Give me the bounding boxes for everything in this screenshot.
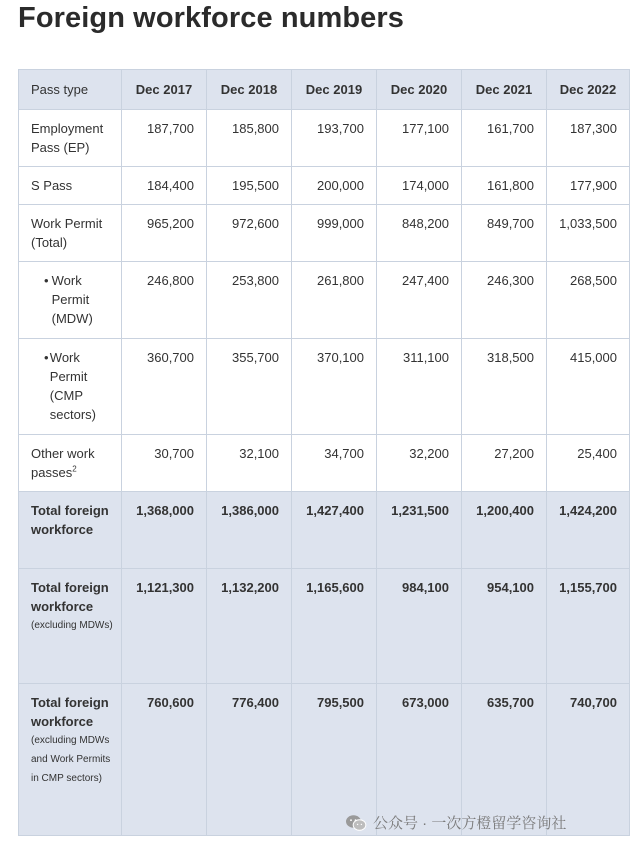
table-cell: 32,200: [377, 435, 462, 492]
column-header: Dec 2019: [292, 70, 377, 110]
foreign-workforce-table: [18, 69, 630, 836]
row-label: [19, 339, 122, 435]
table-cell: 195,500: [207, 167, 292, 205]
table-row: [19, 492, 630, 569]
table-cell: 972,600: [207, 205, 292, 262]
column-header: Pass type: [19, 70, 122, 110]
table-cell: 187,700: [122, 110, 207, 167]
row-label: Total foreign workforce: [19, 492, 122, 569]
table-cell: 311,100: [377, 339, 462, 435]
table-row: [19, 167, 630, 205]
table-row: [19, 569, 630, 684]
table-cell: 177,900: [547, 167, 630, 205]
row-label: [19, 435, 122, 492]
row-label: [19, 569, 122, 684]
table-cell: 1,386,000: [207, 492, 292, 569]
page-title: Foreign workforce numbers: [18, 2, 405, 34]
table-row: [19, 339, 630, 435]
row-label-text: Total foreign workforce: [31, 580, 109, 614]
table-cell: 184,400: [122, 167, 207, 205]
table-cell: 1,424,200: [547, 492, 630, 569]
column-header: Dec 2021: [462, 70, 547, 110]
table-cell: 673,000: [377, 684, 462, 836]
row-label: S Pass: [19, 167, 122, 205]
table-cell: 984,100: [377, 569, 462, 684]
table-cell: 25,400: [547, 435, 630, 492]
table-cell: 1,033,500: [547, 205, 630, 262]
table-cell: 1,368,000: [122, 492, 207, 569]
bullet-icon: •: [44, 273, 49, 288]
row-label-text: Total foreign workforce: [31, 695, 109, 729]
row-label: Work Permit (Total): [19, 205, 122, 262]
table-cell: 740,700: [547, 684, 630, 836]
table-cell: 187,300: [547, 110, 630, 167]
table-row: [19, 205, 630, 262]
table-cell: 795,500: [292, 684, 377, 836]
row-label-text: Work Permit (MDW): [51, 273, 93, 326]
table-cell: 247,400: [377, 262, 462, 339]
table-cell: 1,165,600: [292, 569, 377, 684]
row-label: [19, 684, 122, 836]
watermark-text: 公众号 · 一次方橙留学咨询社: [373, 815, 567, 832]
table-cell: 318,500: [462, 339, 547, 435]
watermark: [345, 812, 566, 833]
table-cell: 1,427,400: [292, 492, 377, 569]
table-cell: 849,700: [462, 205, 547, 262]
table-cell: 246,800: [122, 262, 207, 339]
footnote-marker: 2: [72, 464, 77, 474]
table-cell: 635,700: [462, 684, 547, 836]
row-note: (excluding MDWs and Work Permits in CMP sectors): [31, 735, 111, 784]
table-row: [19, 435, 630, 492]
column-header: Dec 2017: [122, 70, 207, 110]
bullet-icon: •: [44, 350, 49, 365]
table-cell: 415,000: [547, 339, 630, 435]
table-cell: 848,200: [377, 205, 462, 262]
row-note: (excluding MDWs): [31, 620, 113, 631]
table-cell: 1,231,500: [377, 492, 462, 569]
table-cell: 253,800: [207, 262, 292, 339]
column-header: Dec 2020: [377, 70, 462, 110]
table-cell: 200,000: [292, 167, 377, 205]
table-cell: 27,200: [462, 435, 547, 492]
table-cell: 193,700: [292, 110, 377, 167]
row-label: [19, 262, 122, 339]
table-cell: 185,800: [207, 110, 292, 167]
table-cell: 760,600: [122, 684, 207, 836]
row-label-text: Work Permit (CMP sectors): [49, 350, 97, 422]
table-cell: 355,700: [207, 339, 292, 435]
table-cell: 177,100: [377, 110, 462, 167]
table-cell: 261,800: [292, 262, 377, 339]
table-cell: 360,700: [122, 339, 207, 435]
column-header: Dec 2022: [547, 70, 630, 110]
table-cell: 246,300: [462, 262, 547, 339]
table-cell: 30,700: [122, 435, 207, 492]
table-cell: 370,100: [292, 339, 377, 435]
table-row: [19, 262, 630, 339]
table-cell: 174,000: [377, 167, 462, 205]
table-cell: 1,121,300: [122, 569, 207, 684]
row-label: Employment Pass (EP): [19, 110, 122, 167]
wechat-icon: [345, 814, 367, 832]
row-label-text: Other work passes: [31, 446, 95, 480]
table-cell: 268,500: [547, 262, 630, 339]
table-cell: 999,000: [292, 205, 377, 262]
table-header-row: [19, 70, 630, 110]
table-cell: 776,400: [207, 684, 292, 836]
table-cell: 34,700: [292, 435, 377, 492]
table-row: [19, 110, 630, 167]
table-cell: 1,200,400: [462, 492, 547, 569]
table-cell: 1,132,200: [207, 569, 292, 684]
table-cell: 965,200: [122, 205, 207, 262]
table-cell: 954,100: [462, 569, 547, 684]
table-cell: 1,155,700: [547, 569, 630, 684]
table-cell: 161,700: [462, 110, 547, 167]
table-cell: 32,100: [207, 435, 292, 492]
table-cell: 161,800: [462, 167, 547, 205]
column-header: Dec 2018: [207, 70, 292, 110]
